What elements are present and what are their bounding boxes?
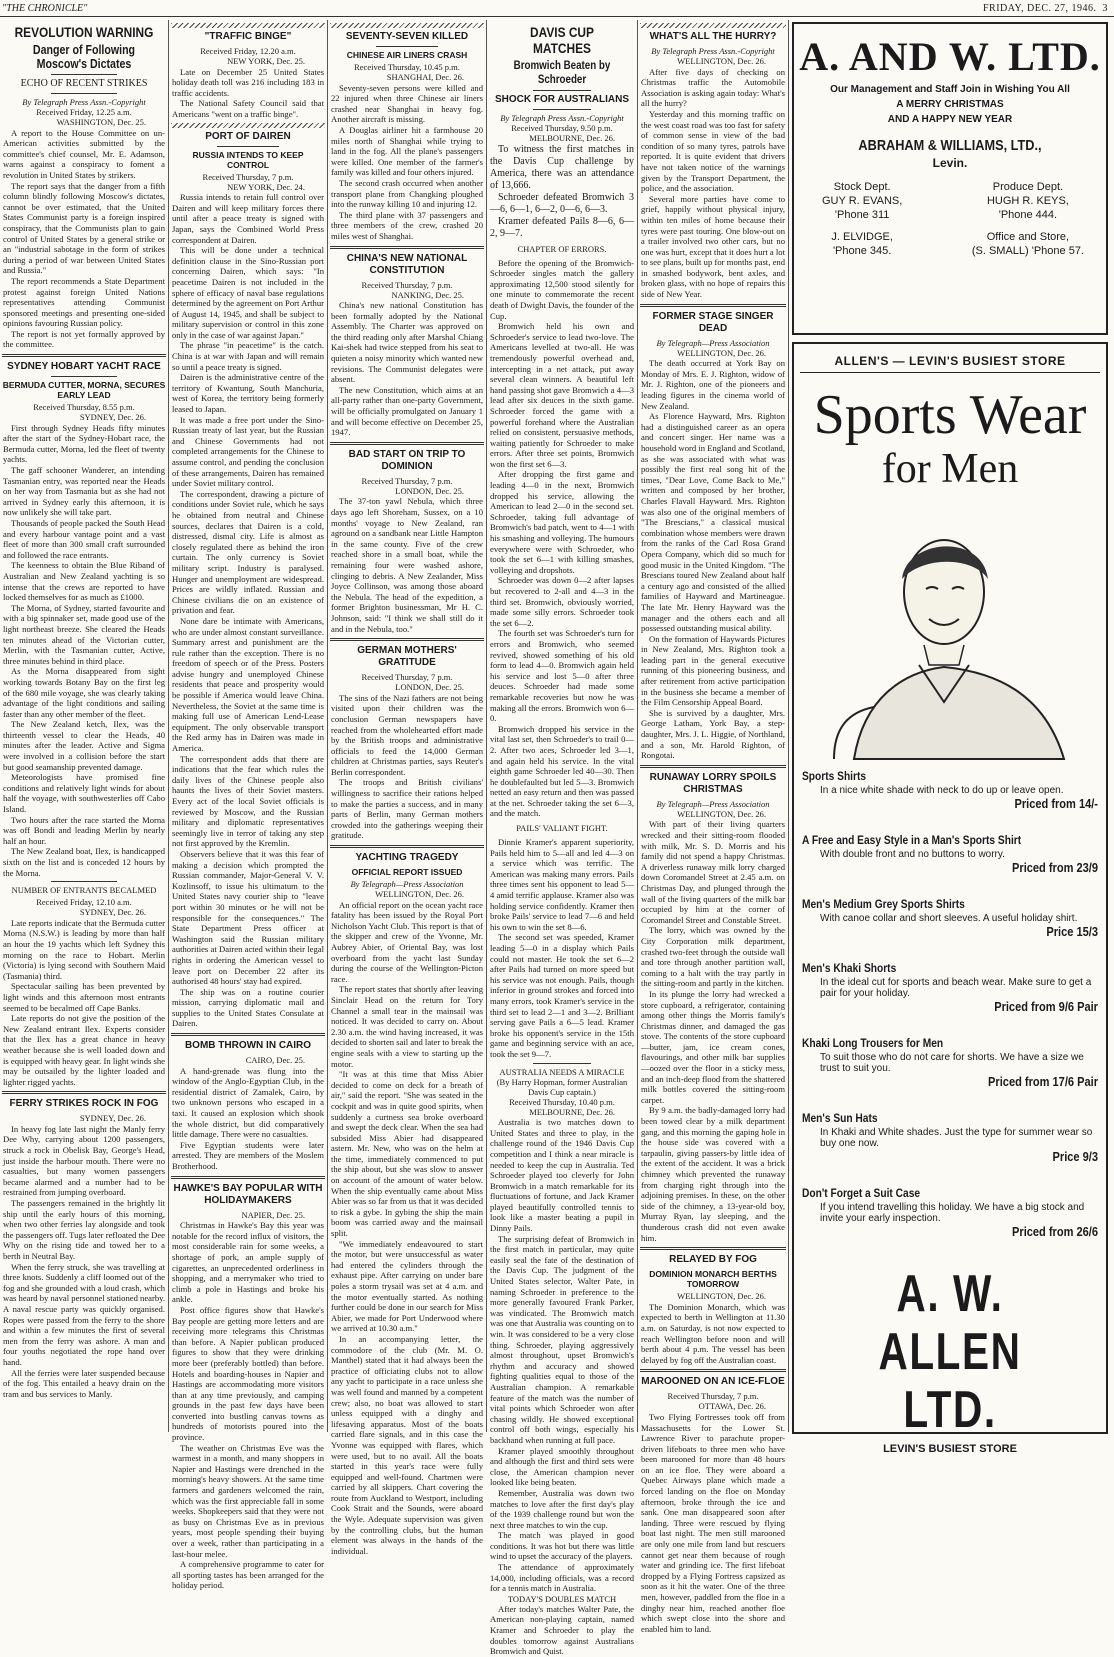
elvidge-phone: 'Phone 345. bbox=[832, 245, 892, 257]
divider bbox=[640, 765, 786, 768]
paragraph: The report says that the danger from a fifth column blindly following Moscow's dictates, cannot be over estimated, that the United States Communist party is a foreign inspired conspiracy, that the Communists plan to gain control of United States by a general strike or an "industrial sabotage in the form of strikes during a period of war between United States and Russia." bbox=[3, 180, 165, 276]
product-name: Men's Medium Grey Sports Shirts bbox=[802, 897, 965, 911]
product-list bbox=[794, 769, 1106, 1239]
ad-headline-sports-wear: Sports Wear bbox=[813, 384, 1087, 446]
headline-yacht-race: SYDNEY HOBART YACHT RACE bbox=[7, 361, 161, 373]
dateline: WELLINGTON, Dec. 26. bbox=[375, 889, 464, 900]
headline-german-mothers: GERMAN MOTHERS' GRATITUDE bbox=[357, 645, 457, 669]
dateline: SYDNEY, Dec. 26. bbox=[79, 412, 146, 423]
paragraph: The New Zealand boat, Ilex, is handicapped sixth on the list and is conceded 12 hours by the Morna. bbox=[3, 846, 165, 878]
subhead-becalmed: NUMBER OF ENTRANTS BECALMED bbox=[11, 885, 157, 896]
dateline: SYDNEY, Dec. 26. bbox=[79, 907, 146, 918]
paragraph: The death occurred at York Bay on Monday of Mrs. E. J. Righton, widow of Mr. J. Righton, one of the pioneers and leading figures in the cinema world of New Zealand. bbox=[641, 358, 785, 411]
header-rule bbox=[0, 16, 1114, 17]
received-line: Received Thursday, 7 p.m. bbox=[361, 475, 453, 486]
paragraph: A comprehensive programme to cater for all sporting tastes has been arranged for the holiday period. bbox=[172, 1559, 324, 1591]
column-5 bbox=[640, 20, 786, 1634]
byline: By Telegraph Press Assn.-Copyright bbox=[500, 113, 624, 123]
divider bbox=[330, 442, 484, 445]
divider bbox=[640, 1369, 786, 1372]
product-price: Priced from 9/6 Pair bbox=[994, 999, 1098, 1014]
product-name: Don't Forget a Suit Case bbox=[802, 1186, 921, 1200]
ornament-rule bbox=[171, 123, 325, 128]
paragraph: Yesterday and this morning traffic on the west coast road was too fast for safety of common sense in view of the bad condition of so many tyres, patrols have reported. It is quite evident that drivers have not taken notice of the warnings given by the Transport Department, the police, and the association. bbox=[641, 108, 785, 194]
dateline: WELLINGTON, Dec. 26. bbox=[677, 347, 766, 358]
office-phone: (S. SMALL) 'Phone 57. bbox=[971, 245, 1084, 257]
divider bbox=[533, 1063, 591, 1064]
paragraph: Schroeder defeated Bromwich 3—6, 6—1, 6—2, 0—6, 6—3. bbox=[490, 191, 634, 215]
divider bbox=[330, 246, 484, 249]
product-desc: In the ideal cut for sports and beach wear. Make sure to get a pair for your holiday. bbox=[820, 977, 1092, 999]
received-line: Received Thursday, 8.55 p.m. bbox=[33, 402, 135, 413]
paragraph: Several more parties have come to grief, happily without physical injury, within ten miles of home because their tyres were past touring. One blow-out on a trailer involved two other cars, but no one was hurt, except that it does hurt a lot to see plans, built up for months past, end in smashed bodywork, bent axles, and broken glass, with no hope of repairs this side of New Year. bbox=[641, 193, 785, 300]
divider bbox=[376, 46, 438, 47]
ad-town: Levin. bbox=[932, 156, 968, 170]
column-rule bbox=[486, 20, 487, 1432]
paragraph: The National Safety Council said that Americans "went on a traffic binge". bbox=[172, 98, 324, 119]
product-name: Sports Shirts bbox=[802, 769, 867, 783]
headline-runaway-lorry: RUNAWAY LORRY SPOILS CHRISTMAS bbox=[649, 771, 777, 795]
paragraph: None dare be intimate with Americans, who are under almost constant surveillance. Summary arrest and punishment are the rule rather than the exception. There is no freedom of speech or of the Press. Posters advise hungry and unemployed Chinese residents that peace and prosperity would be possible if America would leave China. Nevertheless, the Soviet at the same time is making full use of American Lend-Lease equipment. The only observable transport the Red army has in Dairen was made in America. bbox=[172, 615, 324, 754]
paragraph: With part of their living quarters wrecked and their sitting-room flooded with milk, Mr. S. D. Morris and his family did not spend a happy Christmas. A driverless runaway milk lorry charged down Coromandel Street at 2.45 a.m. on Christmas Day, and plunged through the wall of the living quarters of the milk bar occupied by him at the corner of Coromandel Street and Constable Street. bbox=[641, 819, 785, 925]
received-line: Received Friday, 12.10 a.m. bbox=[36, 897, 132, 908]
paragraph: The second set was speeded, Kramer leading 5—0 in a display which Pails could not master. He took the set 6—2 after Pails had turned on more speed but his service was not enough. Pails, though inferior in ground strokes and forced into many errors, took Kramer's service in the third set to lead 2—1 and 3—2. Brilliant serving gave Pails a 6—5 lead. Kramer broke his opponent's service in the 15th game and beginning service with an ace, took the set 9—7. bbox=[490, 932, 634, 1059]
paragraph: Christmas in Hawke's Bay this year was notable for the record influx of visitors, the most considerable rain for some weeks, a shortage of pork, an ample supply of cigarettes, an unprecedented orderliness in shopping, and a merrymaker who tried to climb a pole in Hastings and broke his ankle. bbox=[172, 1220, 324, 1305]
paragraph: A hand-grenade was flung into the window of the Anglo-Egyptian Club, in the residential district of Zamalek, Cairo, by two unknown persons who escaped in a taxi. It caused an explosion which shook the whole district, but did comparatively little damage. There were no casualties. bbox=[172, 1065, 324, 1140]
received-line: Received Thursday, 9.50 p.m. bbox=[511, 123, 613, 133]
headline-traffic-binge: "TRAFFIC BINGE" bbox=[204, 31, 292, 42]
dateline: MELBOURNE, Dec. 26. bbox=[529, 133, 615, 143]
paragraph: The second crash occurred when another transport plane from Changking ploughed into the runway killing 10 and injuring 12. bbox=[331, 177, 483, 210]
paragraph: The third plane with 37 passengers and three members of the crew, crashed 20 miles west of Shanghai. bbox=[331, 209, 483, 241]
advert-allens bbox=[792, 342, 1108, 1455]
received-line: Received Thursday, 7 p.m. bbox=[667, 1391, 759, 1402]
dateline: SHANGHAI, Dec. 26. bbox=[386, 72, 464, 82]
paragraph: Meteorologists have promised fine conditions and relatively light winds for about half the voyage, with southwesterlies off Cabo Island. bbox=[3, 772, 165, 815]
product-desc: To suit those who do not care for shorts. We have a size we trust to suit you. bbox=[820, 1052, 1084, 1074]
paragraph: It was made a free port under the Sino-Russian treaty of last year, but the Russian and Chinese Governments had not completed arrangements for the Chinese to assume control, and pending the conclusion of these arrangements, Dairen has remained under Soviet military control. bbox=[172, 414, 324, 489]
divider bbox=[51, 376, 117, 377]
received-line: Received Thursday, 7 p.m. bbox=[361, 672, 453, 683]
paragraph: "We immediately endeavoured to start the motor, but were unsuccessful as water had entered the cylinders through the exhaust pipe. After carrying on under bare poles a storm trysail was set at 4 a.m. and the motor eventually started. As nothing further could be done in our search for Miss Abier, we made for Port Underwood where we arrived at 10.30 a.m." bbox=[331, 1238, 483, 1334]
dateline: NANKING, Dec. 25. bbox=[391, 289, 464, 300]
headline-bomb-cairo: BOMB THROWN IN CAIRO bbox=[184, 1040, 312, 1052]
produce-dept-name: HUGH R. KEYS, bbox=[986, 195, 1069, 207]
dateline: CAIRO, Dec. 25. bbox=[245, 1055, 305, 1066]
subhead-danger: Danger of Following Moscow's Dictates bbox=[32, 43, 136, 71]
subhead-dominion-monarch: DOMINION MONARCH BERTHS TOMORROW bbox=[649, 1269, 777, 1290]
received-line: Received Thursday, 10.40 p.m. bbox=[509, 1096, 615, 1107]
paragraph: Observers believe that it was this fear of making a decision which prompted the Russian commander, Major-General V. V. Kozlinsoff, to issue his ultimatum to the United States navy courier ship to "leave port within 30 minutes or he will not be responsible for the consequences." The State Department Press officer at Washington said the Russian military authorities at Dairen acted within their legal rights in ordering the American vessel to leave port on December 22 after its authorised 48 hours' stay had expired. bbox=[172, 848, 324, 987]
ornament-rule bbox=[640, 23, 786, 28]
paragraph: In heavy fog late last night the Manly ferry Dee Why, carrying about 1200 passengers, struck a rock in Obelisk Bay, George's Head, just inside the harbour mouth. There were no casualties, but many women passengers became alarmed and a number had to be restrained from jumping overboard. bbox=[3, 1123, 165, 1198]
divider bbox=[51, 93, 117, 94]
paragraph: The report is not yet formally approved by the committee. bbox=[3, 328, 165, 350]
divider bbox=[640, 304, 786, 307]
paragraph: The New Zealand ketch, Ilex, was the thirteenth vessel to clear the Heads, 40 minutes after the leader. Active and Sigma were involved in a collision before the start but good seamanship prevented damage. bbox=[3, 719, 165, 772]
dateline: WELLINGTON, Dec. 26. bbox=[677, 56, 766, 66]
dateline: SYDNEY, Dec. 26. bbox=[79, 1113, 146, 1124]
product-item bbox=[802, 1036, 1098, 1089]
paragraph: To witness the first matches in the Davis Cup challenge by America, there was an attendance of 13,666. bbox=[490, 143, 634, 191]
divider bbox=[171, 1176, 325, 1179]
paragraph: The new Constitution, which aims at an all-party rather than one-party Government, will be officially promulgated on January 1 and will become effective on December 25, 1947. bbox=[331, 384, 483, 438]
product-item bbox=[802, 769, 1098, 811]
paragraph: All the ferries were later suspended because of the fog. This entailed a heavy drain on the tram and bus services to Manly. bbox=[3, 1367, 165, 1399]
office-label: Office and Store, bbox=[986, 231, 1070, 243]
product-item bbox=[802, 833, 1098, 875]
headline-yachting-tragedy: YACHTING TRAGEDY bbox=[355, 852, 459, 864]
subhead-miracle: AUSTRALIA NEEDS A MIRACLE bbox=[499, 1066, 625, 1077]
ad-banner: ALLEN'S — LEVIN'S BUSIEST STORE bbox=[834, 354, 1066, 368]
paragraph: A Douglas airliner hit a farmhouse 20 miles north of Shanghai while trying to land in the fog. All the plane's passengers were killed. One member of the farmer's family was killed and four others injured. bbox=[331, 124, 483, 178]
paragraph: A report to the House Committee on un-American activities submitted by the committee's chief counsel, Mr. E. Adamson, warns against a conspiracy to foment a revolution in United States by strikers. bbox=[3, 127, 165, 180]
ornament-rule bbox=[171, 23, 325, 28]
paragraph: The Morna, of Sydney, started favourite and with a big spinnaker set, made good use of the light northeast breeze. She cleared the Heads ten minutes ahead of the Victorian cutter, Merlin, with the Tasmanian cutter, Active, three minutes behind in third place. bbox=[3, 602, 165, 666]
paragraph: The attendance of approximately 14,000, including officials, was a record for a tennis match in Australia. bbox=[490, 1562, 634, 1594]
paragraph: Bromwich dropped his service in the vital last set, then Schroeder's to trail 0—2. After two aces, Schroeder led 3—1, and again held his service. In the vital eighth game Schroeder led 40—30. Then he doublefaulted but led 5—3. Bromwich netted an easy return and then was passed at the net. Schroeder taking the set 6—3, and the match. bbox=[490, 723, 634, 819]
product-desc: With double front and no buttons to worry. bbox=[820, 849, 1005, 860]
product-item bbox=[802, 1186, 1098, 1239]
paragraph: The gaff schooner Wanderer, an intending Tasmanian entry, was reported near the Heads on her way from Tasmania but as she had not arrived in Sydney early this afternoon, it is now unlikely she will take part. bbox=[3, 465, 165, 518]
paragraph: Before the opening of the Bromwich-Schroeder singles match the gallery approximating 12,500 stood silently for one minute to commemorate the recent death of Dwight Davis, the founder of the Cup. bbox=[490, 257, 634, 321]
paragraph: The ship was on a routine courier mission, carrying diplomatic mail and supplies to the United States Consulate at Dairen. bbox=[172, 986, 324, 1029]
paragraph: Seventy-seven persons were killed and 22 injured when three Chinese air liners crashed near Shanghai in heavy fog. Another aircraft is missing. bbox=[331, 82, 483, 125]
dateline: NEW YORK, Dec. 25. bbox=[227, 56, 305, 66]
dateline: LONDON, Dec. 25. bbox=[395, 485, 464, 496]
column-1 bbox=[2, 20, 166, 1432]
product-price: Priced from 26/6 bbox=[1012, 1224, 1098, 1239]
paragraph: Five Egyptian students were later arrested. They are members of the Moslem Brotherhood. bbox=[172, 1139, 324, 1171]
paragraph: China's new national Constitution has been formally adopted by the National Assembly. The Charter was approved on the third reading only after Marshal Chiang Kai-shek had twice stepped from his seat to quieten a noisy minority which wanted new revisions. The Communist delegates were absent. bbox=[331, 300, 483, 385]
illustration-man bbox=[794, 497, 1106, 759]
ad-new-year: AND A HAPPY NEW YEAR bbox=[887, 114, 1013, 125]
ad-brand: A. AND W. LTD. bbox=[799, 34, 1101, 79]
paragraph: The troops and British civilians' willingness to sacrifice their rations helped to make the parties a success, and in many parts of Berlin, many German mothers crowded into the gatherings weeping their gratitude. bbox=[331, 777, 483, 841]
dateline: WELLINGTON, Dec. 26. bbox=[677, 808, 766, 819]
column-rule bbox=[637, 20, 638, 1432]
paragraph: The weather on Christmas Eve was the warmest in a month, and many shoppers in Napier and Hastings were drenched in the morning's heavy showers. At the same time farmers and gardeners welcomed the rain, which was the first appreciable fall in some weeks. Shopkeepers said that they were not as busy on Christmas Eve as in previous years, most people spending their buying over a week, rather than participating in a last-hour melee. bbox=[172, 1442, 324, 1559]
byline: By Telegraph—Press Association bbox=[656, 798, 770, 809]
paragraph: Late reports do not give the position of the New Zealand entrant Ilex. Experts consider that the Ilex has a great chance in heavy weather because she is well loaded down and is equipped with heavy gear. In light winds she may be outsailed by the lighter loaded and lighter rigged yachts. bbox=[3, 1013, 165, 1087]
product-price: Price 9/3 bbox=[1052, 1149, 1098, 1164]
divider bbox=[217, 146, 279, 147]
dateline: OTTAWA, Dec. 26. bbox=[698, 1401, 766, 1412]
paragraph: First through Sydney Heads fifty minutes after the start of the Sydney-Hobart race, the Bermuda cutter, Morna, led the fleet of twenty yachts. bbox=[3, 422, 165, 465]
paragraph: Remember, Australia was down two matches to love after the first day's play of the 1939 challenge round but won the next three matches to win the cup. bbox=[490, 1487, 634, 1530]
product-item bbox=[802, 1111, 1098, 1164]
headline-ice-floe: MAROONED ON AN ICE-FLOE bbox=[641, 1376, 785, 1388]
column-rule bbox=[327, 20, 328, 1432]
paragraph: The lorry, which was owned by the City Corporation milk department, crashed two-feet through the outside wall and tore through another partition wall, coming to a halt with the tray partly in the sitting-room and partly in the kitchen. bbox=[641, 925, 785, 989]
paragraph: The fourth set was Schroeder's turn for errors and Bromwich, who seemed revived, showed something of his old form to lead 4—0. Bromwich again held his service and lost 5—0 after three deuces. Schroeder had made some remarkable recoveries but now he was making all the errors. Bromwich won 6—0. bbox=[490, 628, 634, 724]
ad-headline-for-men: for Men bbox=[881, 446, 1019, 492]
divider bbox=[2, 354, 166, 357]
subhead-pails: PAILS' VALIANT FIGHT. bbox=[516, 823, 608, 834]
divider bbox=[533, 90, 591, 91]
product-name: Men's Khaki Shorts bbox=[802, 961, 897, 975]
headline-constitution: CHINA'S NEW NATIONAL CONSTITUTION bbox=[346, 252, 468, 276]
divider bbox=[640, 1247, 786, 1250]
product-item bbox=[802, 961, 1098, 1014]
paragraph: Schroeder was down 0—2 after lapses but recovered to 2-all and 4—3 in the third set. Bromwich, obviously worried, made some silly errors. Schroeder took the set 6—2. bbox=[490, 575, 634, 628]
headline-stage-singer: FORMER STAGE SINGER DEAD bbox=[652, 310, 774, 334]
paragraph: When the ferry struck, she was travelling at three knots. Suddenly a cliff loomed out of the fog and she grounded with a loud crash, which was heard by naval personnel stationed nearby. A naval rescue party was quickly organised. Ropes were passed from the ferry to the shore and within a few minutes the first of several men from the ferry was ashore. A man and four youths negotiated the rope hand over hand. bbox=[3, 1261, 165, 1367]
paragraph: On the formation of Haywards Pictures in New Zealand, Mrs. Righton took a leading part in the general executive running of this pioneering business, and after retirement from active participation in the business she became a member of the Film Censorship Appeal Board. bbox=[641, 633, 785, 708]
product-item bbox=[802, 897, 1098, 939]
paragraph: An official report on the ocean yacht race fatality has been issued by the Royal Port Nicholson Yacht Club. This report is that of the skipper and crew of the Yvonne, Mr. Aubrey Abier, of Oriental Bay, was lost overboard from the yacht last Sunday during the course of the Wellington-Picton race. bbox=[331, 899, 483, 984]
headline-seventy-seven: SEVENTY-SEVEN KILLED bbox=[345, 31, 469, 42]
ad-footer-tag: LEVIN'S BUSIEST STORE bbox=[883, 1443, 1017, 1455]
received-line: Received Friday, 12.20 a.m. bbox=[200, 46, 296, 56]
paragraph: Late on December 25 United States holiday death toll was 216 including 183 in traffic accidents. bbox=[172, 66, 324, 98]
paragraph: She is survived by a daughter, Mrs. George Latham, York Bay, a step-daughter, Mrs. J. L. Higgie, of Northland, and a son, Mr. Harold Righton, of Rongotai. bbox=[641, 707, 785, 761]
product-desc: With canoe collar and short sleeves. A useful holiday shirt. bbox=[820, 913, 1078, 924]
paragraph: Spectacular sailing has been prevented by light winds and this afternoon most entrants seemed to be becalmed off Cape Banks. bbox=[3, 981, 165, 1013]
paragraph: Bromwich held his own and Schroeder's service to lead two-love. The Americans levelled at two-all. He was tremendously powerful overhead and, intercepting in a net attack, put away several clean winners. A beautiful left hand passing shot gave Bromwich a 4—3 lead after six deuces in the sixth game. Schroeder forced the game with a powerful forehand where the Australian relied on consistent, persuasive methods, waiting patiently for Schroeder to make errors. After three set points, Bromwich won the first set 6—3. bbox=[490, 321, 634, 469]
paragraph: In an accompanying letter, the commodore of the club (Mr. M. O. Manthel) stated that it had always been the practice of officiating clubs not to allow any yacht to participate in a race unless she was well found and manned by a competent crew; also, no boat was allowed to start unless equipped with a dinghy and lifesaving apparatus. Most of the boats carried flare signals, and in this case the Yvonne was equipped with flares, which were used, but to no avail. All the boats started in this year's race were fully equipped and well-found. Chartmen were carried by all skippers. Chart covering the route from Auckland to Westport, including Cook Strait and the Sounds, were aboard the Wyle. Adequate supervision was given by the controlling clubs, but the human element was always in the hands of the individual. bbox=[331, 1333, 483, 1556]
column-4 bbox=[489, 20, 635, 1657]
headline-revolution: REVOLUTION WARNING bbox=[14, 24, 154, 40]
paragraph: The keenness to obtain the Blue Riband of Australian and New Zealand yachting is so intense that the crews are reported to have locked themselves for as much as £1000. bbox=[3, 560, 165, 603]
paragraph: After dropping the first game and leading 4—0 in the next, Bromwich dropped his service, allowing the American to lead 2—0 in the second set. Schroeder, taking full advantage of Bromwich's bad patch, went to 4—1 with his smashing and volleying. The humours everywhere were with Schroeder, who took the set 6—1 with killing smashes, volleying and dropshots. bbox=[490, 469, 634, 575]
product-desc: In Khaki and White shades. Just the type for summer wear so buy one now. bbox=[820, 1127, 1093, 1149]
column-2 bbox=[171, 20, 325, 1591]
paragraph: The 37-ton yawl Nebula, which three days ago left Shoreham, Sussex, on a 10 months' voyage to New Zealand, ran aground on a sandbank near Little Hampton in the same county. Five of the crew reached shore in a small boat, while the remaining four were washed ashore, clinging to debris. A New Zealander, Miss Joyce Collinson, was among those aboard the Nebula. The head of the expedition, a former Brighton businessman, Mr H. C. Johnson, said: "I think we shall still do it and in the Nebula, too." bbox=[331, 496, 483, 634]
paragraph: The surprising defeat of Bromwich in the first match in particular, may quite easily seal the fate of the destination of the Davis Cup. The judgment of the United States selector, Walter Pate, in naming Schroeder in preference to the more generally favoured Frank Parker, was vindicated. The Bromwich match was one that Australia was counting on to win. It was considered to be a very close thing. Schroeder, playing aggressively almost throughout, upset Bromwich's rhythm and accuracy and showed fighting qualities equal to those of the Australian champion. A remarkable feature of the match was the number of vital points which Schroeder won after chasing wildly. He showed exceptional control off both wings, especially his backhand when running at full pace. bbox=[490, 1233, 634, 1445]
paragraph: The report recommends a State Department protest against foreign United Nations representatives attending Communist sponsored meetings and presenting one-sided opinions favouring Russian policy. bbox=[3, 275, 165, 329]
paragraph: Australia is two matches down to United States and three to play, in the challenge round of the 1946 Davis Cup competition and I think a near miracle is needed to keep the cup in Australia. Ted Schroeder played too cleverly for John Bromwich in a match remarkable for its fluctuations of fortune, and Jack Kramer played beautifully controlled tennis to look like a master beating a pupil in Dinny Pails. bbox=[490, 1117, 634, 1234]
elvidge-name: J. ELVIDGE, bbox=[831, 231, 893, 243]
received-line: Received Friday, 12.25 a.m. bbox=[36, 107, 132, 117]
ornament-rule bbox=[330, 23, 484, 28]
produce-dept-label: Produce Dept. bbox=[992, 181, 1064, 193]
paragraph: Post office figures show that Hawke's Bay people are getting more letters and are receiving more telegrams this Christmas than before. A Napier publican produced figures to show that they were drinking more beer (preferably bottled) than before. Hotels and boarding-houses in Napier and Hastings are accommodating more visitors than at any time previously, and camping grounds in the past few days have been converted into bustling canvas towns as hundreds of motorists poured into the province. bbox=[172, 1304, 324, 1443]
product-name: Khaki Long Trousers for Men bbox=[802, 1036, 944, 1050]
paragraph: After five days of checking on Christmas traffic the Automobile Association is asking again today: What's all the hurry? bbox=[641, 66, 785, 109]
headline-bad-start: BAD START ON TRIP TO DOMINION bbox=[348, 448, 466, 472]
paragraph: Two Flying Fortresses took off from Massachusetts for the Lower St. Lawrence River to parachute proper-driven lifeboats to three men who have been marooned for more than 48 hours on an ice floe. They were aboard a Quebec Airways plane which made a forced landing on the floe on Monday afternoon, broke through the ice and sank. One man disappeared soon after landing. Three were rescued by flying boat last night. The men still marooned are only one mile from land but rescuers cannot get near them because of rough water and grinding ice. The first lifeboat dropped by a Flying Fortress capsized as soon as it hit the water. One of the three men, however, paddled from the floe in a dinghy near him, reached another floe which swept close into the shore and enabled him to land. bbox=[641, 1411, 785, 1634]
headline-relayed-fog: RELAYED BY FOG bbox=[669, 1254, 757, 1266]
page-date bbox=[983, 3, 1108, 14]
received-line: Received Thursday, 7 p.m. bbox=[361, 279, 453, 290]
dateline: LONDON, Dec. 25. bbox=[395, 682, 464, 693]
subhead-bermuda: BERMUDA CUTTER, MORNA, SECURES EARLY LEAD bbox=[2, 380, 166, 401]
ad-company: ABRAHAM & WILLIAMS, LTD., bbox=[858, 137, 1042, 154]
headline-hurry: WHAT'S ALL THE HURRY? bbox=[649, 31, 777, 42]
ad-footer-brand: A. W. ALLEN LTD. bbox=[878, 1265, 1022, 1439]
column-rule bbox=[168, 20, 169, 1432]
subhead-bromwich: Bromwich Beaten by Schroeder bbox=[513, 60, 611, 86]
paragraph: Late reports indicate that the Bermuda cutter Morna (N.S.W.) is leading by more than half an hour the 19 yachts which left Sydney this morning on the race to Hobart. Merlin (Victoria) is lying second with Southern Maid (Tasmania) third. bbox=[3, 917, 165, 981]
byline: By Telegraph—Press Association bbox=[656, 337, 770, 348]
divider bbox=[533, 109, 591, 110]
subhead-shock: SHOCK FOR AUSTRALIANS bbox=[494, 94, 630, 105]
headline-port-dairen: PORT OF DAIREN bbox=[205, 130, 291, 142]
paper-name: "THE CHRONICLE" bbox=[2, 3, 88, 14]
paragraph: Dairen is the administrative centre of the territory of Kwantung, South Manchuria, west of Korea, the territory being formerly leased to Japan. bbox=[172, 372, 324, 415]
paragraph: Two hours after the race started the Morna was off Bondi and leading Merlin by nearly half an hour. bbox=[3, 814, 165, 846]
subhead-air-liners: CHINESE AIR LINERS CRASH bbox=[346, 50, 468, 60]
product-desc: In a nice white shade with neck to do up or leave open. bbox=[820, 785, 1064, 796]
paragraph: Russia intends to retain full control over Dairen and will keep military forces there until after a peace treaty is signed with Japan, says the Combined World Press correspondent at Dairen. bbox=[172, 192, 324, 245]
subhead-doubles: TODAY'S DOUBLES MATCH bbox=[507, 1593, 617, 1604]
product-name: Men's Sun Hats bbox=[802, 1111, 878, 1125]
dateline: NEW YORK, Dec. 24. bbox=[227, 181, 305, 192]
paragraph: Thousands of people packed the South Head and every harbour vantage point and a vast fleet of more than 300 small craft surrounded and followed the race entrants. bbox=[3, 518, 165, 560]
paragraph: Kramer played smoothly throughout and although the first and third sets were close, the American champion never looked like being beaten. bbox=[490, 1445, 634, 1488]
paragraph: The passengers remained in the brightly lit ship until the early hours of this morning, when two other ferries lay alongside and took the passengers off. Tugs later refloated the Dee Why on the rising tide and towed her to a berth in Neutral Bay. bbox=[3, 1198, 165, 1261]
product-price: Priced from 14/- bbox=[1014, 796, 1098, 811]
headline-davis-cup: DAVIS CUP MATCHES bbox=[530, 24, 594, 56]
paragraph: In its plunge the lorry had wrecked a store cupboard, a refrigerator, containing among other things the Morris family's Christmas dinner, and damaged the gas stove. The contents of the store cupboard—butter, jam, ice cream cones, flavourings, and other milk bar supplies—oozed over the floor in a sticky mess, and an inch-deep flood from the shattered milk bottles covered the sitting-room carpet. bbox=[641, 988, 785, 1105]
produce-dept-phone: 'Phone 444. bbox=[998, 209, 1058, 221]
paragraph: The Dominion Monarch, which was expected to berth in Wellington at 11.30 a.m. on Saturday, is not now expected to reach Wellington before noon and will berth about 4 p.m. The vessel has been delayed by fog off the Australian coast. bbox=[641, 1301, 785, 1365]
dateline: MELBOURNE, Dec. 26. bbox=[529, 1106, 615, 1117]
product-desc: If you intend travelling this holiday. We have a big stock and invite your early inspection. bbox=[820, 1202, 1085, 1224]
paragraph: The correspondent adds that there are indications that the fear which rules the daily lives of the Chinese people also haunts the lives of their Soviet masters. Every act of the local Soviet officials is reviewed by Moscow, and the Russian military and diplomatic representatives seemingly live in terror of taking any step not first approved by the Kremlin. bbox=[172, 753, 324, 849]
subhead-echo: ECHO OF RECENT STRIKES bbox=[20, 78, 148, 89]
headline-hawkes-bay: HAWKE'S BAY POPULAR WITH HOLIDAYMAKERS bbox=[173, 1182, 323, 1206]
paragraph: The correspondent, drawing a picture of conditions under Soviet rule, which he says he obtained from neutral and Chinese sources, declares that Dairen is a cold, distressed, dismal city. Life is almost as closely regulated there as behind the iron curtain. The only currency is Soviet military script. Industry is paralysed. Hunger and unemployment are widespread. Prices are wildly inflated. Russian and Chinese civilians die on an existence of privation and fear. bbox=[172, 488, 324, 616]
date-text: FRIDAY, DEC. 27, 1946. bbox=[982, 3, 1097, 14]
advert-a-and-w bbox=[792, 22, 1108, 335]
paragraph: By 9 a.m. the badly-damaged lorry had been towed clear by a milk department gang, and this morning the gaping hole in the house side was covered with a tarpaulin, giving passers-by little idea of the extent of the accident. It was a brick chimney which prevented the runaway from charging right through into the adjoining premises. In these, on the other side of the chimney, a 13-year-old boy, Murray Ryan, lay sleeping, and the thunderous crash did not even awake him. bbox=[641, 1105, 785, 1243]
divider bbox=[51, 74, 117, 75]
byline: (By Harry Hopman, former Australian Davis Cup captain.) bbox=[496, 1076, 628, 1097]
ad-merry-christmas: A MERRY CHRISTMAS bbox=[896, 99, 1004, 110]
byline: By Telegraph—Press Association bbox=[350, 879, 464, 890]
ad-greeting: Our Management and Staff Join in Wishing You All bbox=[830, 84, 1070, 95]
paragraph: As Florence Hayward, Mrs. Righton had a distinguished career as an opera and concert singer. Her name was a household word in England and Scotland, as she was associated with what was possibly the first real song hit of the times, "Dear Love, Come Back to Me," written and composed by her brother, Charles Flavall Hayward. Mrs. Righton was also one of the original members of "The Brescians," a classical musical combination whose members were drawn from the ranks of the Carl Rosa Grand Opera Company, which did so much for good music in the United Kingdom. "The Brescians toured New Zealand about half a century ago and consisted of the allied families of Hayward and Martineague. The late Mr. Henry Hayward was the manager and the others each and all possessed outstanding musical ability. bbox=[641, 411, 785, 634]
stock-dept-name: GUY R. EVANS, bbox=[822, 195, 903, 207]
product-price: Price 15/3 bbox=[1046, 924, 1098, 939]
paragraph: The match was played in good conditions. It was hot but there was little wind to upset the accuracy of the players. bbox=[490, 1530, 634, 1562]
paragraph: Kramer defeated Pails 8—6, 6—2, 9—7. bbox=[490, 215, 634, 239]
stock-dept-phone: 'Phone 311 bbox=[834, 209, 890, 221]
divider bbox=[330, 845, 484, 848]
paragraph: The report states that shortly after leaving Sinclair Head on the return for Tory Channel a small tear in the mainsail was noticed. It was decided to carry on. About 2.30 a.m. the wind having increased, it was decided to shorten sail and later to break the engine seals with a view to starting up the motor. bbox=[331, 984, 483, 1069]
product-price: Priced from 17/6 Pair bbox=[988, 1074, 1098, 1089]
paragraph: Dinnie Kramer's apparent superiority, Pails held him to 5—all and led 4—3 on a service which was terrific. The American was making many errors. Pails three times sent his opponent to lead 5—4 amid terrific applause. Kramer also was holding service confidently. Kramer then broke Pails' service to lead 7—6 and held his own to win the set 8—6. bbox=[490, 837, 634, 932]
subhead-official-report: OFFICIAL REPORT ISSUED bbox=[351, 867, 463, 878]
dateline: WELLINGTON, Dec. 26. bbox=[677, 1291, 766, 1302]
received-line: Received Thursday, 7 p.m. bbox=[202, 171, 294, 182]
subhead-chapter: CHAPTER OF ERRORS. bbox=[517, 243, 607, 254]
paragraph: After today's matches Walter Pate, the American non-playing captain, named Kramer and Schroeder to play the doubles tomorrow against Australians Bromwich and Quist. bbox=[490, 1603, 634, 1657]
paragraph: The phrase "in peacetime" is the catch. China is at war with Japan and will remain so until a peace treaty is signed. bbox=[172, 340, 324, 372]
paragraph: This will be done under a technical definition clause in the Sino-Russian port concerning Dairen, which says: "In peacetime Dairen is not included in the sphere of efficacy of naval base regulations determined by the agreement on Port Arthur of August 14, 1945, and shall be subject to military supervision or control in this zone only in the case of war against Japan." bbox=[172, 245, 324, 340]
product-name: A Free and Easy Style in a Man's Sports Shirt bbox=[802, 833, 1022, 847]
divider bbox=[51, 881, 117, 882]
dateline: NAPIER, Dec. 25. bbox=[241, 1209, 305, 1220]
paragraph: "It was at this time that Miss Abier decided to come on deck for a breath of air," said the report. "She was seated in the cockpit and was in quite good spirits, when suddenly a curtness sea broke overboard and swept the deck clear. When the sea had subsided Miss Abier had disappeared astern. Mr. New, who was on the helm at the time, immediately commenced to put the ship about, but she was slow to answer on account of the amount of water below. When the ship eventually came about Miss Abier was so far from us that it was decided to risk a gybe. In gybing the ship the main boom was carried away and the mainsail split. bbox=[331, 1069, 483, 1239]
paragraph: The sins of the Nazi fathers are not being visited upon their children was the conclusion German newspapers have reached from the wholehearted effort made by the British troops and administrative officials to feed the 14,000 German children at Christmas parties, says Reuter's Berlin correspondent. bbox=[331, 692, 483, 777]
divider bbox=[2, 1091, 166, 1094]
dateline: WASHINGTON, Dec. 25. bbox=[56, 117, 146, 127]
paragraph: As the Morna disappeared from sight working towards Botany Bay on the first leg of the 680 mile voyage, she was clearly taking advantage of the light conditions and sailing faster than any other member of the fleet. bbox=[3, 666, 165, 719]
stock-dept-label: Stock Dept. bbox=[833, 181, 891, 193]
byline: By Telegraph Press Assn.-Copyright bbox=[651, 46, 775, 56]
headline-ferry: FERRY STRIKES ROCK IN FOG bbox=[9, 1098, 159, 1110]
column-rule bbox=[788, 20, 789, 1432]
divider bbox=[171, 1033, 325, 1036]
received-line: Received Thursday, 10.45 p.m. bbox=[354, 62, 460, 72]
product-price: Priced from 23/9 bbox=[1012, 860, 1098, 875]
subhead-russia: RUSSIA INTENDS TO KEEP CONTROL bbox=[192, 149, 304, 170]
page-number: 3 bbox=[1102, 3, 1108, 14]
column-3 bbox=[330, 20, 484, 1556]
divider bbox=[330, 638, 484, 641]
byline: By Telegraph Press Assn.-Copyright bbox=[22, 97, 146, 107]
